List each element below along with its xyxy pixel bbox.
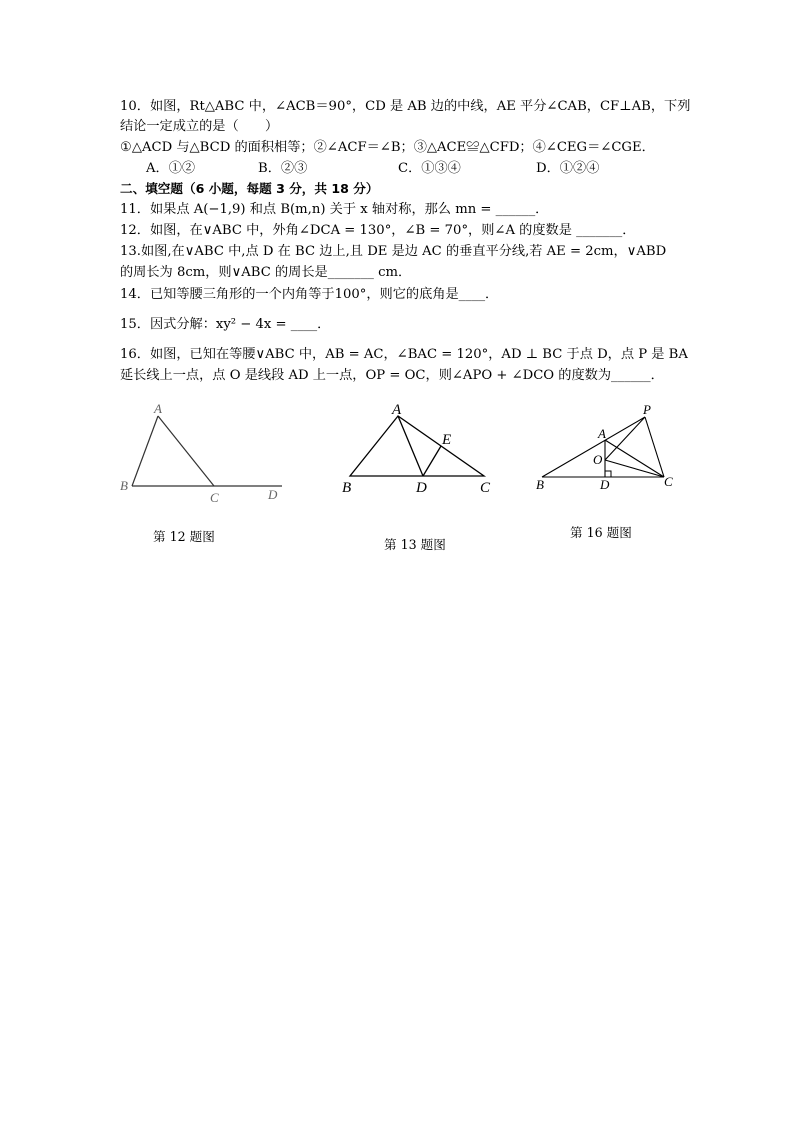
fig16-label-a: A: [598, 426, 606, 441]
fig12-label-b: B: [120, 478, 128, 493]
q15: 15．因式分解：xy² − 4x = ____．: [120, 317, 331, 332]
fig12-segment-ac: [158, 416, 214, 486]
fig13-label-a: A: [392, 402, 402, 418]
fig13-label-b: B: [342, 480, 352, 496]
fig13-segment-de: [423, 446, 441, 476]
fig16-caption: 第 16 题图: [570, 525, 632, 540]
fig13-label-c: C: [480, 480, 491, 496]
fig16-segment-bp: [542, 417, 645, 477]
fig12-caption: 第 12 题图: [153, 529, 215, 544]
q14: 14．已知等腰三角形的一个内角等于100°，则它的底角是____．: [120, 287, 499, 302]
figure-12: [110, 396, 300, 506]
q16-line1: 16．如图，已知在等腰∨ABC 中，AB = AC，∠BAC = 120°，AD ⊥ BC 于点 D，点 P 是 BA: [120, 347, 688, 362]
fig12-label-c: C: [210, 490, 219, 505]
q13-line2: 的周长为 8cm，则∨ABC 的周长是_______ cm．: [120, 265, 412, 280]
q10-line3: ①△ACD 与△BCD 的面积相等；②∠ACF＝∠B；③△ACE≌△CFD；④∠CEG＝∠CGE．: [120, 140, 655, 155]
section-2-header: 二、填空题（6 小题，每题 3 分，共 18 分）: [120, 181, 379, 196]
fig16-segment-pc: [645, 417, 664, 477]
fig16-segment-ac: [605, 440, 664, 477]
q10-option-d: D．①②④: [536, 161, 600, 176]
q13-line1: 13.如图,在∨ABC 中,点 D 在 BC 边上,且 DE 是边 AC 的垂直平分线,若 AE = 2cm，∨ABD: [120, 244, 667, 259]
q10-option-c: C．①③④: [398, 161, 461, 176]
fig16-label-b: B: [536, 477, 544, 492]
fig12-label-a: A: [154, 401, 162, 416]
fig13-label-e: E: [442, 432, 452, 448]
fig16-segment-po: [605, 417, 645, 460]
fig16-label-d: D: [600, 477, 610, 492]
figure-13: [338, 398, 498, 498]
q10-line1: 10．如图，Rt△ABC 中，∠ACB＝90°，CD 是 AB 边的中线，AE 平分∠CAB，CF⊥AB，下列: [120, 99, 691, 114]
q16-line2: 延长线上一点，点 O 是线段 AD 上一点，OP = OC，则∠APO + ∠DCO 的度数为______．: [120, 368, 664, 383]
figure-16: [530, 400, 690, 500]
fig13-caption: 第 13 题图: [384, 537, 446, 552]
fig16-segment-oc: [605, 460, 664, 477]
fig13-triangle-abc: [350, 416, 484, 476]
fig12-label-d: D: [268, 487, 278, 502]
fig16-label-o: O: [593, 452, 603, 467]
q10-option-b: B．②③: [258, 161, 308, 176]
fig16-label-p: P: [643, 402, 651, 417]
q10-line2: 结论一定成立的是（ ）: [120, 119, 279, 134]
fig16-label-c: C: [664, 474, 673, 489]
q12: 12．如图，在∨ABC 中，外角∠DCA = 130°，∠B = 70°，则∠A 的度数是 _______．: [120, 223, 636, 238]
q11: 11．如果点 A(−1,9) 和点 B(m,n) 关于 x 轴对称，那么 mn = ______．: [120, 202, 549, 217]
fig13-label-d: D: [416, 480, 427, 496]
q10-option-a: A．①②: [146, 161, 196, 176]
fig12-segment-ab: [132, 416, 158, 486]
